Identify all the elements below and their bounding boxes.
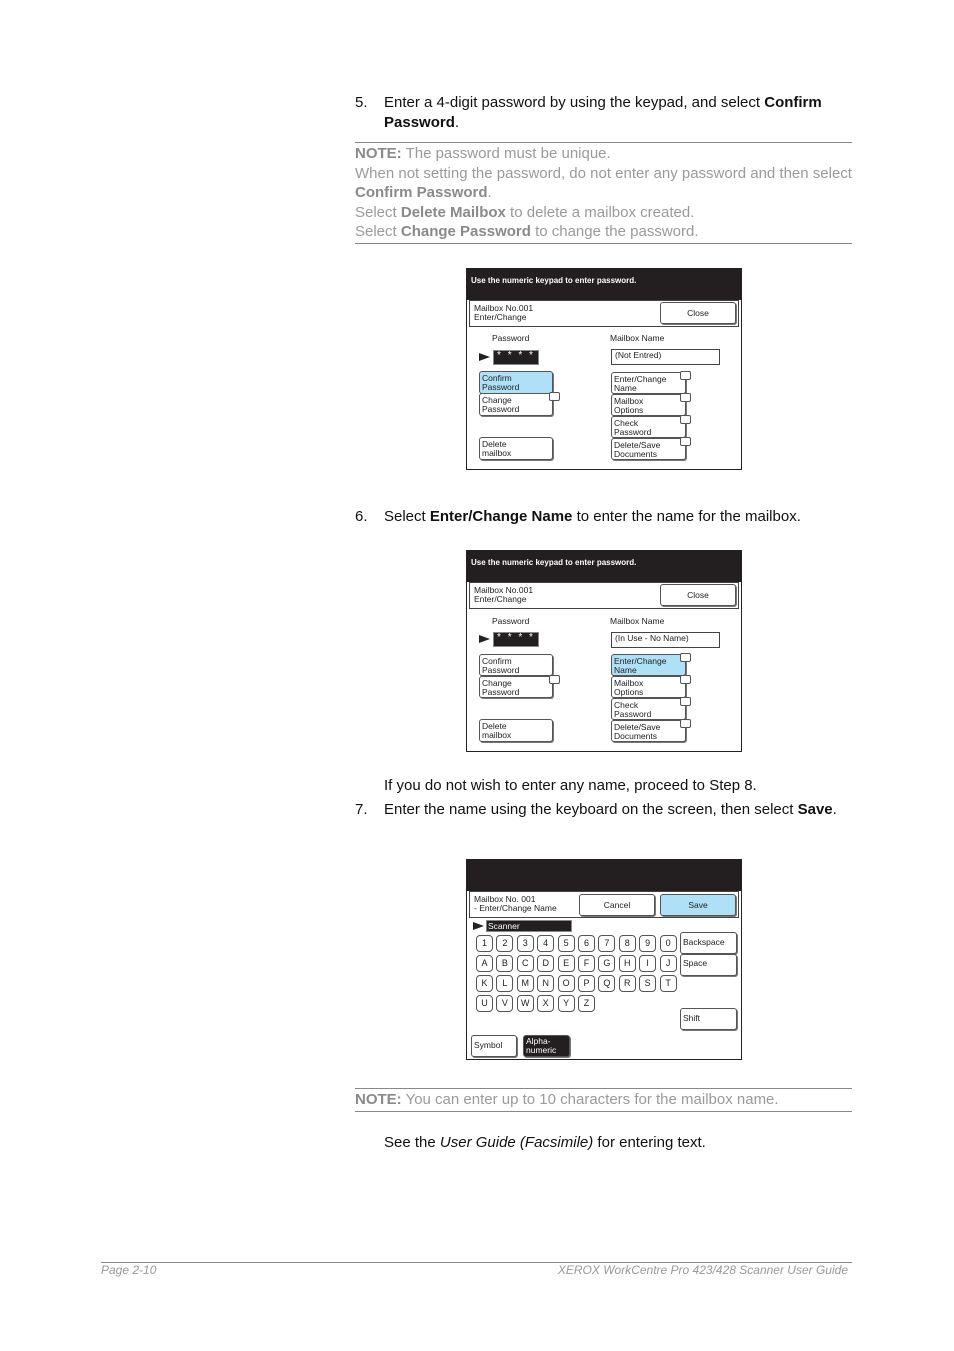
mailbox-options-button[interactable]: Mailbox Options	[611, 394, 686, 416]
key-7[interactable]: 7	[598, 935, 615, 952]
enter-change-name-button[interactable]: Enter/Change Name	[611, 654, 686, 676]
key-o[interactable]: O	[558, 975, 575, 992]
step-text: Enter a 4-digit password by using the keypad, and select Confirm Password.	[384, 94, 822, 131]
step-text: Select Enter/Change Name to enter the name for the mailbox.	[384, 508, 801, 525]
space-button[interactable]: Space	[680, 954, 737, 976]
step-number: 7.	[355, 801, 368, 818]
key-l[interactable]: L	[496, 975, 513, 992]
pointer-arrow-icon	[473, 922, 484, 930]
pointer-arrow-icon	[479, 635, 490, 643]
confirm-password-button[interactable]: Confirm Password	[479, 654, 553, 676]
screen-message-bar	[467, 860, 741, 891]
delete-save-documents-button[interactable]: Delete/Save Documents	[611, 720, 686, 742]
change-password-button[interactable]: Change Password	[479, 393, 553, 416]
tab-marker-icon	[680, 675, 691, 684]
tab-marker-icon	[549, 392, 560, 401]
key-w[interactable]: W	[517, 995, 534, 1012]
key-h[interactable]: H	[619, 955, 636, 972]
key-u[interactable]: U	[476, 995, 493, 1012]
key-5[interactable]: 5	[558, 935, 575, 952]
password-field[interactable]: * * * *	[493, 632, 539, 647]
alphanumeric-button[interactable]: Alpha- numeric	[523, 1035, 570, 1057]
mailbox-info: Mailbox No.001 Enter/Change	[469, 300, 739, 327]
save-button[interactable]: Save	[660, 894, 736, 916]
footer-doc-title: XEROX WorkCentre Pro 423/428 Scanner User Guide	[557, 1263, 848, 1277]
screen-message-bar: Use the numeric keypad to enter password.	[467, 269, 741, 300]
key-8[interactable]: 8	[619, 935, 636, 952]
mailbox-name-field: (In Use - No Name)	[611, 632, 720, 648]
delete-mailbox-button[interactable]: Delete mailbox	[479, 719, 553, 742]
mailbox-name-field: (Not Entred)	[611, 349, 720, 365]
step-number: 5.	[355, 94, 368, 111]
key-i[interactable]: I	[639, 955, 656, 972]
mailbox-name-label: Mailbox Name	[610, 333, 665, 343]
key-x[interactable]: X	[537, 995, 554, 1012]
mailbox-info: Mailbox No.001 Enter/Change	[469, 582, 739, 609]
key-n[interactable]: N	[537, 975, 554, 992]
screen-keyboard	[466, 859, 742, 1060]
symbol-button[interactable]: Symbol	[471, 1035, 517, 1057]
key-q[interactable]: Q	[598, 975, 615, 992]
key-a[interactable]: A	[476, 955, 493, 972]
confirm-password-button[interactable]: Confirm Password	[479, 371, 553, 394]
note-name-length: NOTE: You can enter up to 10 characters for the mailbox name.	[355, 1088, 852, 1112]
key-b[interactable]: B	[496, 955, 513, 972]
name-input[interactable]: Scanner	[486, 920, 572, 932]
tab-marker-icon	[680, 437, 691, 446]
key-p[interactable]: P	[578, 975, 595, 992]
key-0[interactable]: 0	[660, 935, 677, 952]
footer-page-number: Page 2-10	[101, 1263, 157, 1277]
key-6[interactable]: 6	[578, 935, 595, 952]
tab-marker-icon	[680, 393, 691, 402]
note-label: NOTE:	[355, 145, 402, 162]
screen-message-bar: Use the numeric keypad to enter password.	[467, 551, 741, 582]
screen-enter-change-name	[466, 550, 742, 752]
pointer-arrow-icon	[479, 353, 490, 361]
mailbox-options-button[interactable]: Mailbox Options	[611, 676, 686, 698]
key-d[interactable]: D	[537, 955, 554, 972]
see-guide-text: See the User Guide (Facsimile) for entering text.	[384, 1134, 706, 1151]
key-2[interactable]: 2	[496, 935, 513, 952]
screen-confirm-password	[466, 268, 742, 470]
tab-marker-icon	[680, 653, 691, 662]
mailbox-info: Mailbox No. 001 - Enter/Change Name	[469, 891, 739, 918]
check-password-button[interactable]: Check Password	[611, 416, 686, 438]
proceed-text: If you do not wish to enter any name, proceed to Step 8.	[384, 777, 757, 794]
change-password-button[interactable]: Change Password	[479, 676, 553, 698]
key-v[interactable]: V	[496, 995, 513, 1012]
backspace-button[interactable]: Backspace	[680, 932, 737, 954]
shift-button[interactable]: Shift	[680, 1008, 737, 1030]
key-s[interactable]: S	[639, 975, 656, 992]
step-number: 6.	[355, 508, 368, 525]
tab-marker-icon	[549, 675, 560, 684]
delete-save-documents-button[interactable]: Delete/Save Documents	[611, 438, 686, 460]
enter-change-name-button[interactable]: Enter/Change Name	[611, 372, 686, 394]
key-g[interactable]: G	[598, 955, 615, 972]
mailbox-name-label: Mailbox Name	[610, 616, 665, 626]
key-3[interactable]: 3	[517, 935, 534, 952]
key-j[interactable]: J	[660, 955, 677, 972]
key-4[interactable]: 4	[537, 935, 554, 952]
key-9[interactable]: 9	[639, 935, 656, 952]
note-label: NOTE:	[355, 1091, 402, 1108]
note-password: NOTE: The password must be unique. When not setting the password, do not enter any password and then select Confirm Password. Select Delete Mailbox to delete a mailbox created. Select Change Password to change the password.	[355, 142, 852, 244]
step-text: Enter the name using the keyboard on the screen, then select Save.	[384, 801, 837, 818]
key-y[interactable]: Y	[558, 995, 575, 1012]
key-1[interactable]: 1	[476, 935, 493, 952]
key-f[interactable]: F	[578, 955, 595, 972]
close-button[interactable]: Close	[660, 584, 736, 606]
delete-mailbox-button[interactable]: Delete mailbox	[479, 437, 553, 460]
close-button[interactable]: Close	[660, 302, 736, 324]
check-password-button[interactable]: Check Password	[611, 698, 686, 720]
tab-marker-icon	[680, 371, 691, 380]
tab-marker-icon	[680, 415, 691, 424]
key-e[interactable]: E	[558, 955, 575, 972]
key-z[interactable]: Z	[578, 995, 595, 1012]
tab-marker-icon	[680, 697, 691, 706]
tab-marker-icon	[680, 719, 691, 728]
key-t[interactable]: T	[660, 975, 677, 992]
key-r[interactable]: R	[619, 975, 636, 992]
key-m[interactable]: M	[517, 975, 534, 992]
key-k[interactable]: K	[476, 975, 493, 992]
password-label: Password	[492, 616, 530, 626]
password-field[interactable]: * * * *	[493, 350, 539, 365]
key-c[interactable]: C	[517, 955, 534, 972]
cancel-button[interactable]: Cancel	[579, 894, 655, 916]
password-label: Password	[492, 333, 530, 343]
